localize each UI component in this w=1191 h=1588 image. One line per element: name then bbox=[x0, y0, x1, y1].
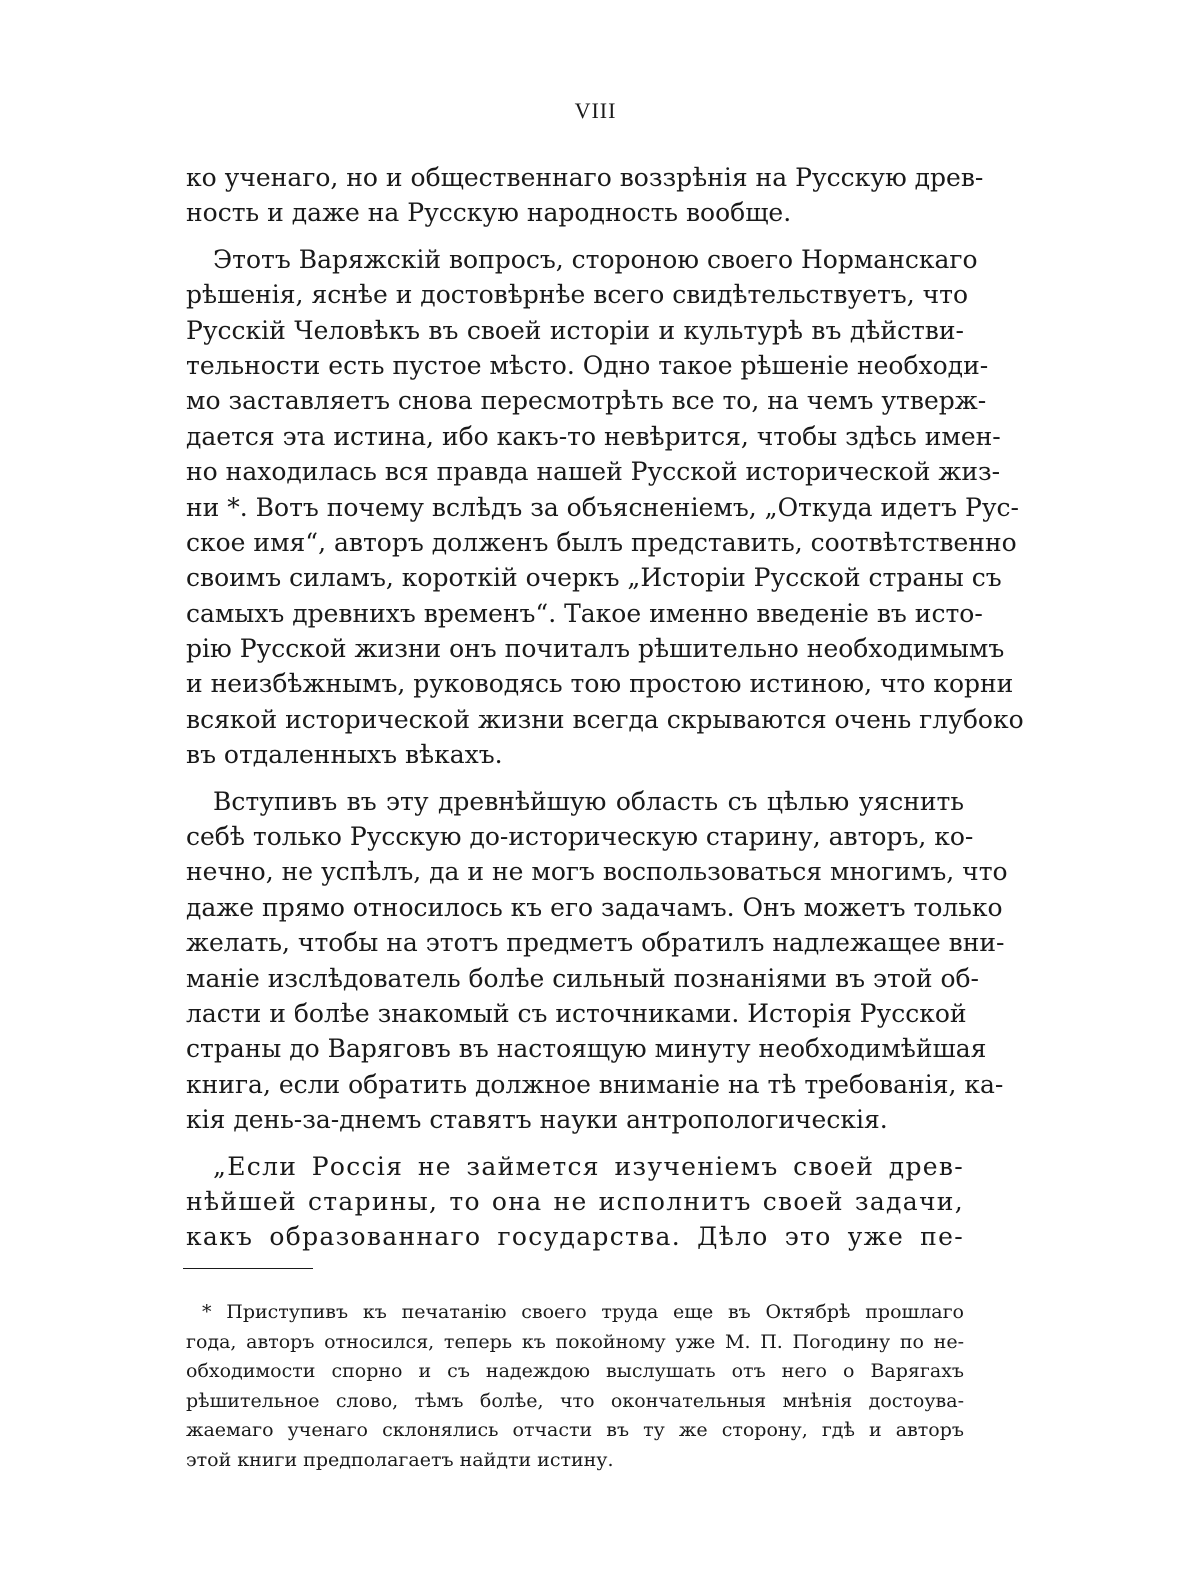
footnote-divider bbox=[183, 1268, 313, 1269]
text-line: дается эта истина, ибо какъ-то невѣрится, чтобы здѣсь имен- bbox=[186, 421, 1001, 451]
footnote-line: этой книги предполагаетъ найдти истину. bbox=[186, 1448, 614, 1471]
paragraph-3 bbox=[186, 784, 1008, 1138]
footnote-line: * Приступивъ къ печатанію своего труда еще въ Октябрѣ прошлаго bbox=[202, 1301, 964, 1323]
text-line: желать, чтобы на этотъ предметъ обратилъ надлежащее вни- bbox=[186, 928, 1005, 958]
text-line: ское имя“, авторъ долженъ былъ представить, соотвѣтственно bbox=[186, 527, 1017, 557]
text-line: книга, если обратить должное вниманіе на тѣ требованія, ка- bbox=[186, 1069, 1004, 1099]
paragraph-1 bbox=[186, 160, 984, 231]
text-line: самыхъ древнихъ временъ“. Такое именно введеніе въ исто- bbox=[186, 598, 983, 628]
text-line: Этотъ Варяжскій вопросъ, стороною своего Норманскаго bbox=[213, 244, 978, 274]
text-line: и неизбѣжнымъ, руководясь тою простою истиною, что корни bbox=[186, 669, 1014, 699]
text-line: ни *. Вотъ почему вслѣдъ за объясненіемъ, „Откуда идетъ Рус- bbox=[186, 492, 1019, 522]
text-line: мо заставляетъ снова пересмотрѣть все то, на чемъ утверж- bbox=[186, 386, 987, 416]
text-line: но находилась вся правда нашей Русской исторической жиз- bbox=[186, 457, 1001, 487]
footnote bbox=[186, 1298, 964, 1476]
footnote-line: жаемаго ученаго склонялись отчасти въ ту же сторону, гдѣ и авторъ bbox=[186, 1419, 964, 1442]
text-line: даже прямо относилось къ его задачамъ. Онъ можетъ только bbox=[186, 892, 1003, 922]
text-line: ность и даже на Русскую народность вообще. bbox=[186, 198, 792, 228]
text-line: страны до Варяговъ въ настоящую минуту необходимѣйшая bbox=[186, 1034, 987, 1064]
text-line: Русскій Человѣкъ въ своей исторіи и культурѣ въ дѣйстви- bbox=[186, 315, 964, 345]
text-line: тельности есть пустое мѣсто. Одно такое рѣшеніе необходи- bbox=[186, 350, 989, 380]
main-text bbox=[186, 160, 1024, 1255]
text-line: себѣ только Русскую до-историческую старину, авторъ, ко- bbox=[186, 822, 974, 852]
text-line: нѣйшей старины, то она не исполнитъ своей задачи, bbox=[186, 1186, 964, 1216]
text-line: кія день-за-днемъ ставятъ науки антропологическія. bbox=[186, 1105, 888, 1135]
text-line: Вступивъ въ эту древнѣйшую область съ цѣлью уяснить bbox=[213, 786, 964, 816]
text-line: „Если Россія не займется изученіемъ своей древ- bbox=[213, 1151, 964, 1181]
paragraph-2 bbox=[186, 242, 1024, 773]
footnote-line: года, авторъ относился, теперь къ покойному уже М. П. Погодину по не- bbox=[186, 1330, 964, 1353]
text-line: рѣшенія, яснѣе и достовѣрнѣе всего свидѣтельствуетъ, что bbox=[186, 280, 969, 310]
text-line: ко ученаго, но и общественнаго воззрѣнія на Русскую древ- bbox=[186, 163, 984, 192]
text-line: какъ образованнаго государства. Дѣло это уже пе- bbox=[186, 1222, 964, 1252]
paragraph-4-quote bbox=[186, 1149, 964, 1255]
text-line: маніе изслѣдователь болѣе сильный познаніями въ этой об- bbox=[186, 963, 979, 993]
text-line: всякой исторической жизни всегда скрываются очень глубоко bbox=[186, 704, 1024, 734]
text-line: въ отдаленныхъ вѣкахъ. bbox=[186, 740, 503, 770]
text-line: нечно, не успѣлъ, да и не могъ воспользоваться многимъ, что bbox=[186, 857, 1008, 887]
text-line: своимъ силамъ, короткій очеркъ „Исторіи Русской страны съ bbox=[186, 563, 1002, 593]
footnote-line: обходимости спорно и съ надеждою выслушать отъ него о Варягахъ bbox=[186, 1360, 964, 1383]
text-line: ласти и болѣе знакомый съ источниками. Исторія Русской bbox=[186, 998, 967, 1028]
text-line: рію Русской жизни онъ почиталъ рѣшительно необходимымъ bbox=[186, 634, 1005, 664]
page-number: VIII bbox=[574, 98, 617, 123]
footnote-line: рѣшительное слово, тѣмъ болѣе, что окончательныя мнѣнія достоува- bbox=[186, 1389, 964, 1412]
